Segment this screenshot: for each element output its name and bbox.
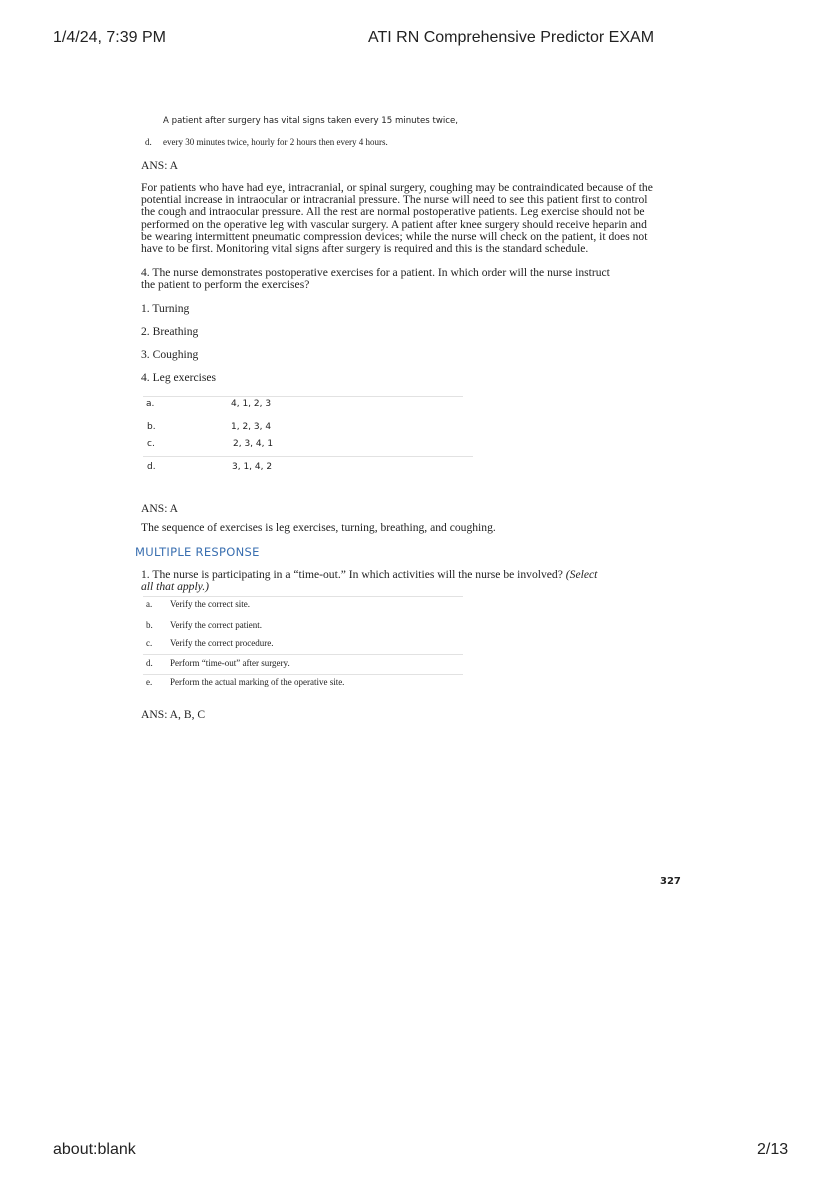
rationale-paragraph: The sequence of exercises is leg exercises, turning, breathing, and coughing. xyxy=(141,521,496,534)
option-text: Perform “time-out” after surgery. xyxy=(170,658,290,668)
divider xyxy=(143,596,463,597)
option-letter: a. xyxy=(146,599,153,609)
document-page-number: 327 xyxy=(660,876,681,887)
question-stem xyxy=(141,267,686,291)
option-d-letter: d. xyxy=(145,137,152,147)
option-c-text: A patient after surgery has vital signs taken every 15 minutes twice, xyxy=(163,116,459,126)
print-page-count: 2/13 xyxy=(757,1141,789,1158)
question-stem-line xyxy=(141,569,641,581)
answer-line: ANS: A, B, C xyxy=(141,708,206,721)
option-letter: d. xyxy=(147,462,156,472)
list-item: 3. Coughing xyxy=(141,348,199,361)
option-letter: b. xyxy=(147,422,156,432)
option-letter: e. xyxy=(146,677,153,687)
rationale-line: be wearing intermittent pneumatic compression devices; while the nurse will check on the patient, it does not xyxy=(141,229,648,243)
answer-line: ANS: A xyxy=(141,159,179,172)
option-letter: b. xyxy=(146,620,153,630)
option-text: Verify the correct patient. xyxy=(170,620,262,630)
rationale-line: the cough and intraocular pressure. All the rest are normal postoperative patients. Leg exercise should not be xyxy=(141,205,645,219)
question-stem-line: 4. The nurse demonstrates postoperative exercises for a patient. In which order will the nurse instruct xyxy=(141,266,610,279)
divider xyxy=(143,654,463,655)
print-datetime: 1/4/24, 7:39 PM xyxy=(53,29,166,46)
option-text: 4, 1, 2, 3 xyxy=(231,399,272,409)
option-text: 3, 1, 4, 2 xyxy=(232,462,273,472)
option-letter: a. xyxy=(146,399,155,409)
rationale-line: performed on the operative leg with vascular surgery. A patient after knee surgery should receive heparin and xyxy=(141,217,647,231)
list-item: 4. Leg exercises xyxy=(141,371,217,384)
print-url: about:blank xyxy=(53,1141,136,1158)
divider xyxy=(143,456,473,457)
option-letter: d. xyxy=(146,658,153,668)
rationale-line: potential increase in intraocular or intracranial pressure. The nurse will need to see this patient first to control xyxy=(141,193,648,207)
rationale-line: have to be first. Monitoring vital signs after surgery is required and this is the standard schedule. xyxy=(141,242,589,256)
question-stem-line: all that apply.) xyxy=(141,580,209,594)
question-stem-line: the patient to perform the exercises? xyxy=(141,278,310,292)
question-stem-text: 1. The nurse is participating in a “time-out.” In which activities will the nurse be involved? xyxy=(141,568,563,581)
rationale-paragraph xyxy=(141,182,686,255)
print-title: ATI RN Comprehensive Predictor EXAM xyxy=(368,29,655,46)
answer-line: ANS: A xyxy=(141,502,179,515)
option-text: 1, 2, 3, 4 xyxy=(231,422,272,432)
option-letter: c. xyxy=(147,439,155,449)
option-d-text: every 30 minutes twice, hourly for 2 hours then every 4 hours. xyxy=(163,137,388,147)
list-item: 2. Breathing xyxy=(141,325,199,338)
rationale-line: For patients who have had eye, intracranial, or spinal surgery, coughing may be contraindicated because of the xyxy=(141,181,653,194)
option-text: Perform the actual marking of the operative site. xyxy=(170,677,345,687)
option-letter: c. xyxy=(146,638,153,648)
question-stem-italic: (Select xyxy=(565,568,598,581)
question-stem xyxy=(141,569,641,593)
option-text: Verify the correct procedure. xyxy=(170,638,274,648)
divider xyxy=(143,674,463,675)
section-heading: MULTIPLE RESPONSE xyxy=(135,545,260,559)
divider xyxy=(143,396,463,397)
option-text: 2, 3, 4, 1 xyxy=(233,439,274,449)
option-text: Verify the correct site. xyxy=(170,599,250,609)
list-item: 1. Turning xyxy=(141,302,190,315)
